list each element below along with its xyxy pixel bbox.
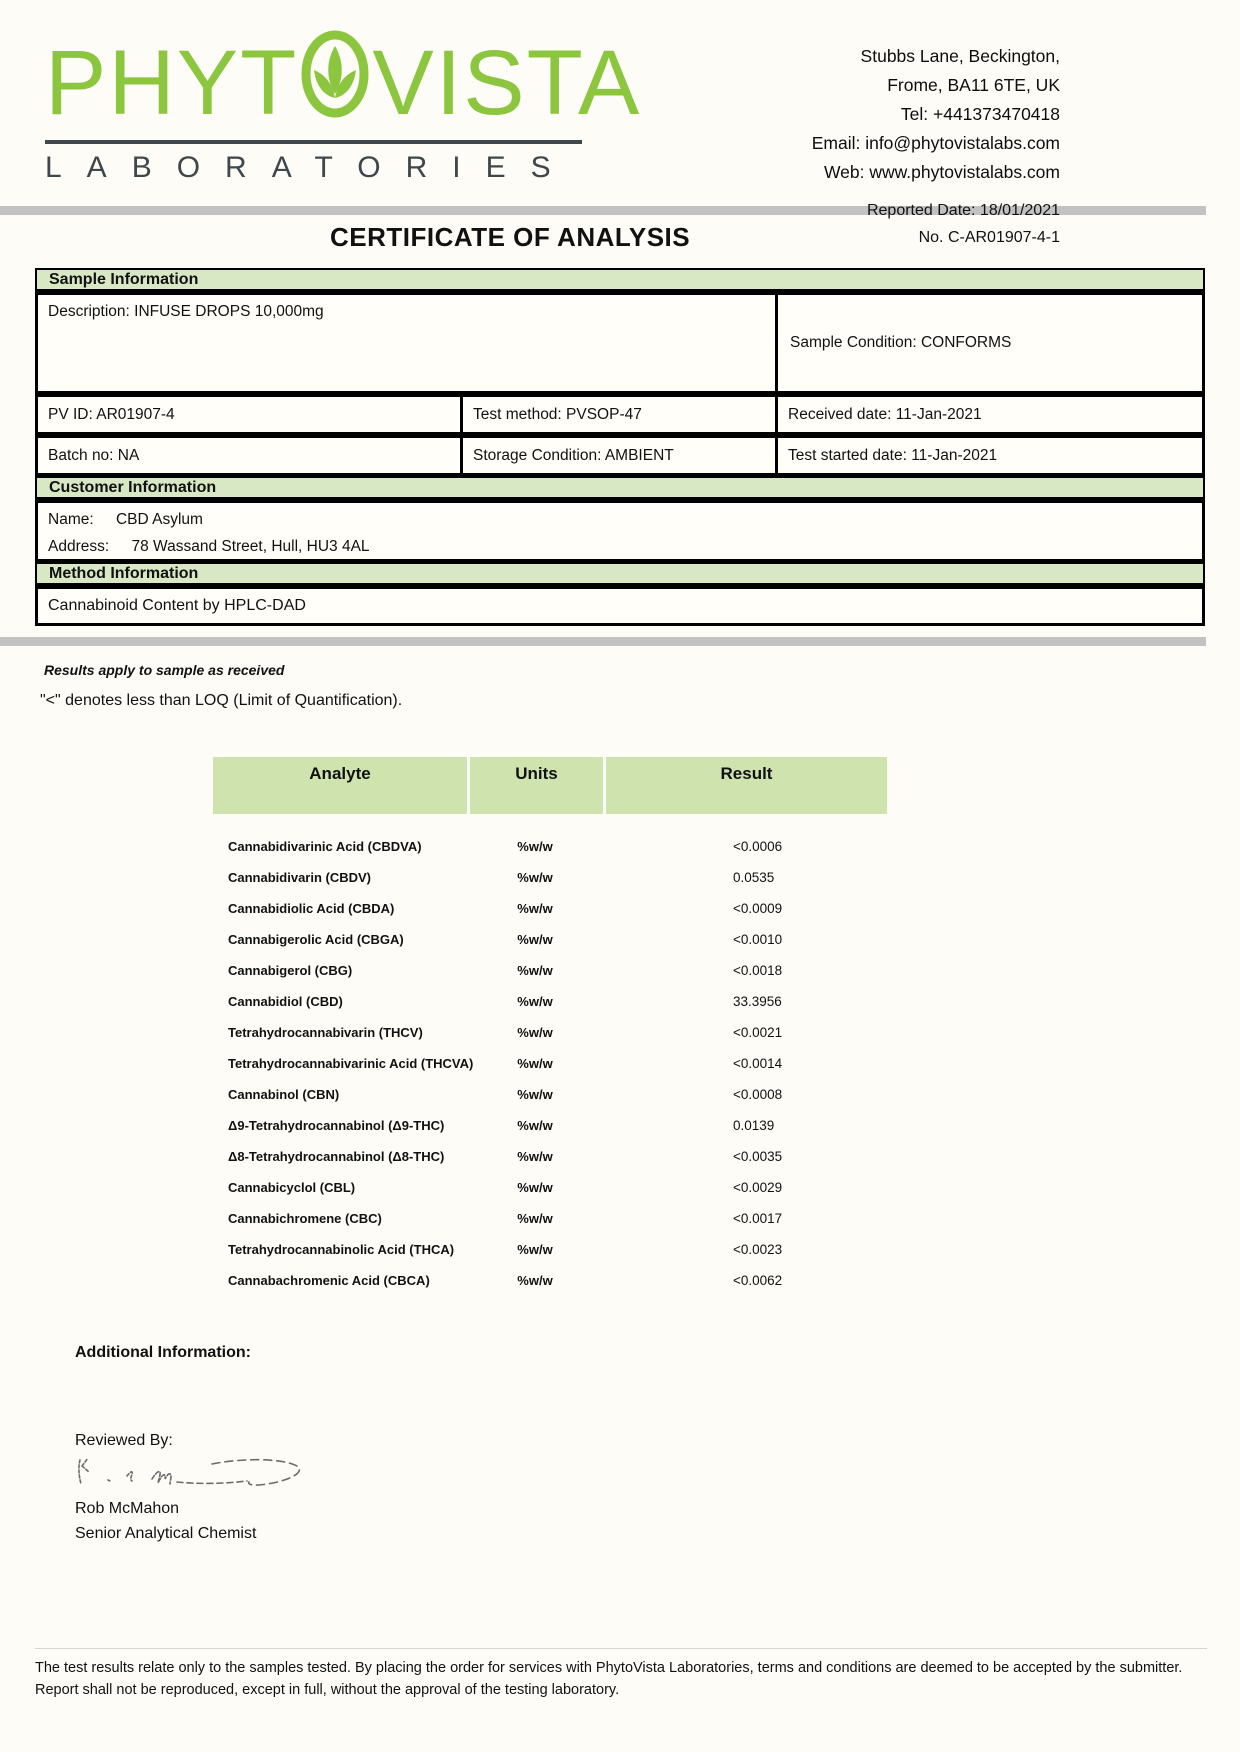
analyte-cell: Cannabicyclol (CBL) xyxy=(228,1180,356,1195)
units-cell: %w/w xyxy=(517,839,553,854)
units-cell: %w/w xyxy=(517,1149,553,1164)
table-row xyxy=(213,1079,887,1110)
units-cell: %w/w xyxy=(517,1211,553,1226)
customer-information-header: Customer Information xyxy=(35,476,1205,500)
table-row xyxy=(213,1110,887,1141)
signature-image xyxy=(72,1452,307,1505)
certificate-number: No. C-AR01907-4-1 xyxy=(918,229,1060,246)
table-row xyxy=(213,1265,887,1296)
result-cell: <0.0062 xyxy=(733,1273,783,1288)
units-cell: %w/w xyxy=(517,994,553,1009)
analyte-cell: Cannabichromene (CBC) xyxy=(228,1211,382,1226)
received-date: Received date: 11-Jan-2021 xyxy=(788,405,982,423)
units-cell: %w/w xyxy=(517,1025,553,1040)
table-row xyxy=(213,1234,887,1265)
pv-id: PV ID: AR01907-4 xyxy=(38,397,463,432)
analyte-column-header: Analyte xyxy=(213,757,467,814)
analyte-cell: Cannabigerolic Acid (CBGA) xyxy=(228,932,404,947)
analyte-cell: Δ9-Tetrahydrocannabinol (Δ9-THC) xyxy=(228,1118,445,1133)
sample-condition: Sample Condition: CONFORMS xyxy=(790,334,1012,351)
units-cell: %w/w xyxy=(517,1118,553,1133)
test-started-date: Test started date: 11-Jan-2021 xyxy=(788,446,998,464)
logo-subtitle: LABORATORIES xyxy=(45,150,576,184)
result-cell: <0.0006 xyxy=(733,839,783,854)
result-cell: <0.0009 xyxy=(733,901,783,916)
result-cell: 33.3956 xyxy=(733,994,782,1009)
analyte-cell: Cannabidiolic Acid (CBDA) xyxy=(228,901,395,916)
method-description: Cannabinoid Content by HPLC-DAD xyxy=(35,586,1205,626)
analyte-cell: Tetrahydrocannabivarinic Acid (THCVA) xyxy=(228,1056,474,1071)
sample-batch-row xyxy=(35,435,1205,476)
reviewer-name: Rob McMahon xyxy=(75,1500,180,1517)
units-cell: %w/w xyxy=(517,963,553,978)
table-row xyxy=(213,1141,887,1172)
contact-address-line2: Frome, BA11 6TE, UK xyxy=(887,75,1060,95)
analyte-cell: Cannabidivarin (CBDV) xyxy=(228,870,372,885)
table-row xyxy=(213,831,887,862)
result-cell: <0.0014 xyxy=(733,1056,783,1071)
results-table xyxy=(213,757,887,1296)
logo-text-left: PHYT xyxy=(45,31,299,134)
results-table-header xyxy=(213,757,887,814)
sample-id-row xyxy=(35,394,1205,435)
result-cell: <0.0018 xyxy=(733,963,783,978)
units-cell: %w/w xyxy=(517,901,553,916)
units-cell: %w/w xyxy=(517,1242,553,1257)
lab-contact-block xyxy=(812,42,1060,187)
customer-address-value: 78 Wassand Street, Hull, HU3 4AL xyxy=(131,538,370,555)
logo-divider xyxy=(45,140,582,144)
customer-name-line xyxy=(48,511,1192,529)
method-information-header: Method Information xyxy=(35,562,1205,586)
contact-phone: Tel: +441373470418 xyxy=(900,104,1060,124)
customer-details-box xyxy=(35,500,1205,562)
results-table-body xyxy=(213,831,887,1296)
result-column-header: Result xyxy=(606,757,887,814)
analyte-cell: Cannabigerol (CBG) xyxy=(228,963,353,978)
table-row xyxy=(213,1172,887,1203)
test-method: Test method: PVSOP-47 xyxy=(463,397,778,432)
company-logo xyxy=(45,30,642,185)
batch-no: Batch no: NA xyxy=(38,438,463,473)
result-cell: <0.0029 xyxy=(733,1180,783,1195)
results-note-italic: Results apply to sample as received xyxy=(44,662,285,678)
units-cell: %w/w xyxy=(517,1087,553,1102)
contact-web: Web: www.phytovistalabs.com xyxy=(823,162,1060,182)
sample-information-header: Sample Information xyxy=(35,268,1205,292)
result-cell: 0.0535 xyxy=(733,870,775,885)
logo-text-right: VISTA xyxy=(372,31,642,134)
units-cell: %w/w xyxy=(517,932,553,947)
customer-name-value: CBD Asylum xyxy=(115,511,203,528)
customer-name-label: Name: xyxy=(48,511,94,528)
result-cell: <0.0021 xyxy=(733,1025,783,1040)
result-cell: <0.0023 xyxy=(733,1242,783,1257)
page-title: CERTIFICATE OF ANALYSIS xyxy=(330,222,691,252)
leaf-in-oval-icon xyxy=(300,30,370,136)
additional-information-label: Additional Information: xyxy=(75,1344,251,1361)
reviewer-title: Senior Analytical Chemist xyxy=(75,1525,257,1542)
footer-disclaimer: The test results relate only to the samples tested. By placing the order for services with PhytoVista Laboratories, terms and conditions are deemed to be accepted by the submitter. Report shall not be reproduced, except in full, without the approval of the testing laboratory. xyxy=(35,1648,1207,1701)
analyte-cell: Cannabinol (CBN) xyxy=(228,1087,340,1102)
table-row xyxy=(213,924,887,955)
table-row xyxy=(213,862,887,893)
result-cell: <0.0008 xyxy=(733,1087,783,1102)
table-row xyxy=(213,955,887,986)
storage-condition: Storage Condition: AMBIENT xyxy=(463,438,778,473)
contact-address-line1: Stubbs Lane, Beckington, xyxy=(860,46,1060,66)
section-divider-bar xyxy=(0,637,1206,646)
units-column-header: Units xyxy=(470,757,603,814)
analyte-cell: Cannabachromenic Acid (CBCA) xyxy=(228,1273,430,1288)
table-row xyxy=(213,1048,887,1079)
analyte-cell: Tetrahydrocannabinolic Acid (THCA) xyxy=(228,1242,455,1257)
result-cell: 0.0139 xyxy=(733,1118,775,1133)
contact-email: Email: info@phytovistalabs.com xyxy=(811,133,1060,153)
sample-description: Description: INFUSE DROPS 10,000mg xyxy=(38,295,778,391)
customer-address-label: Address: xyxy=(48,538,110,555)
result-cell: <0.0017 xyxy=(733,1211,783,1226)
table-row xyxy=(213,1203,887,1234)
analyte-cell: Δ8-Tetrahydrocannabinol (Δ8-THC) xyxy=(228,1149,445,1164)
logo-wordmark xyxy=(45,30,642,136)
analyte-cell: Tetrahydrocannabivarin (THCV) xyxy=(228,1025,423,1040)
analyte-cell: Cannabidivarinic Acid (CBDVA) xyxy=(228,839,422,854)
units-cell: %w/w xyxy=(517,1273,553,1288)
reviewed-by-label: Reviewed By: xyxy=(75,1432,173,1449)
sample-description-row xyxy=(35,292,1205,394)
units-cell: %w/w xyxy=(517,870,553,885)
loq-note: "<" denotes less than LOQ (Limit of Quantification). xyxy=(40,692,403,709)
units-cell: %w/w xyxy=(517,1180,553,1195)
result-cell: <0.0010 xyxy=(733,932,783,947)
reported-date: Reported Date: 18/01/2021 xyxy=(866,202,1060,219)
customer-address-line xyxy=(48,538,1192,556)
analyte-cell: Cannabidiol (CBD) xyxy=(228,994,343,1009)
table-row xyxy=(213,893,887,924)
table-row xyxy=(213,986,887,1017)
table-row xyxy=(213,1017,887,1048)
units-cell: %w/w xyxy=(517,1056,553,1071)
result-cell: <0.0035 xyxy=(733,1149,783,1164)
